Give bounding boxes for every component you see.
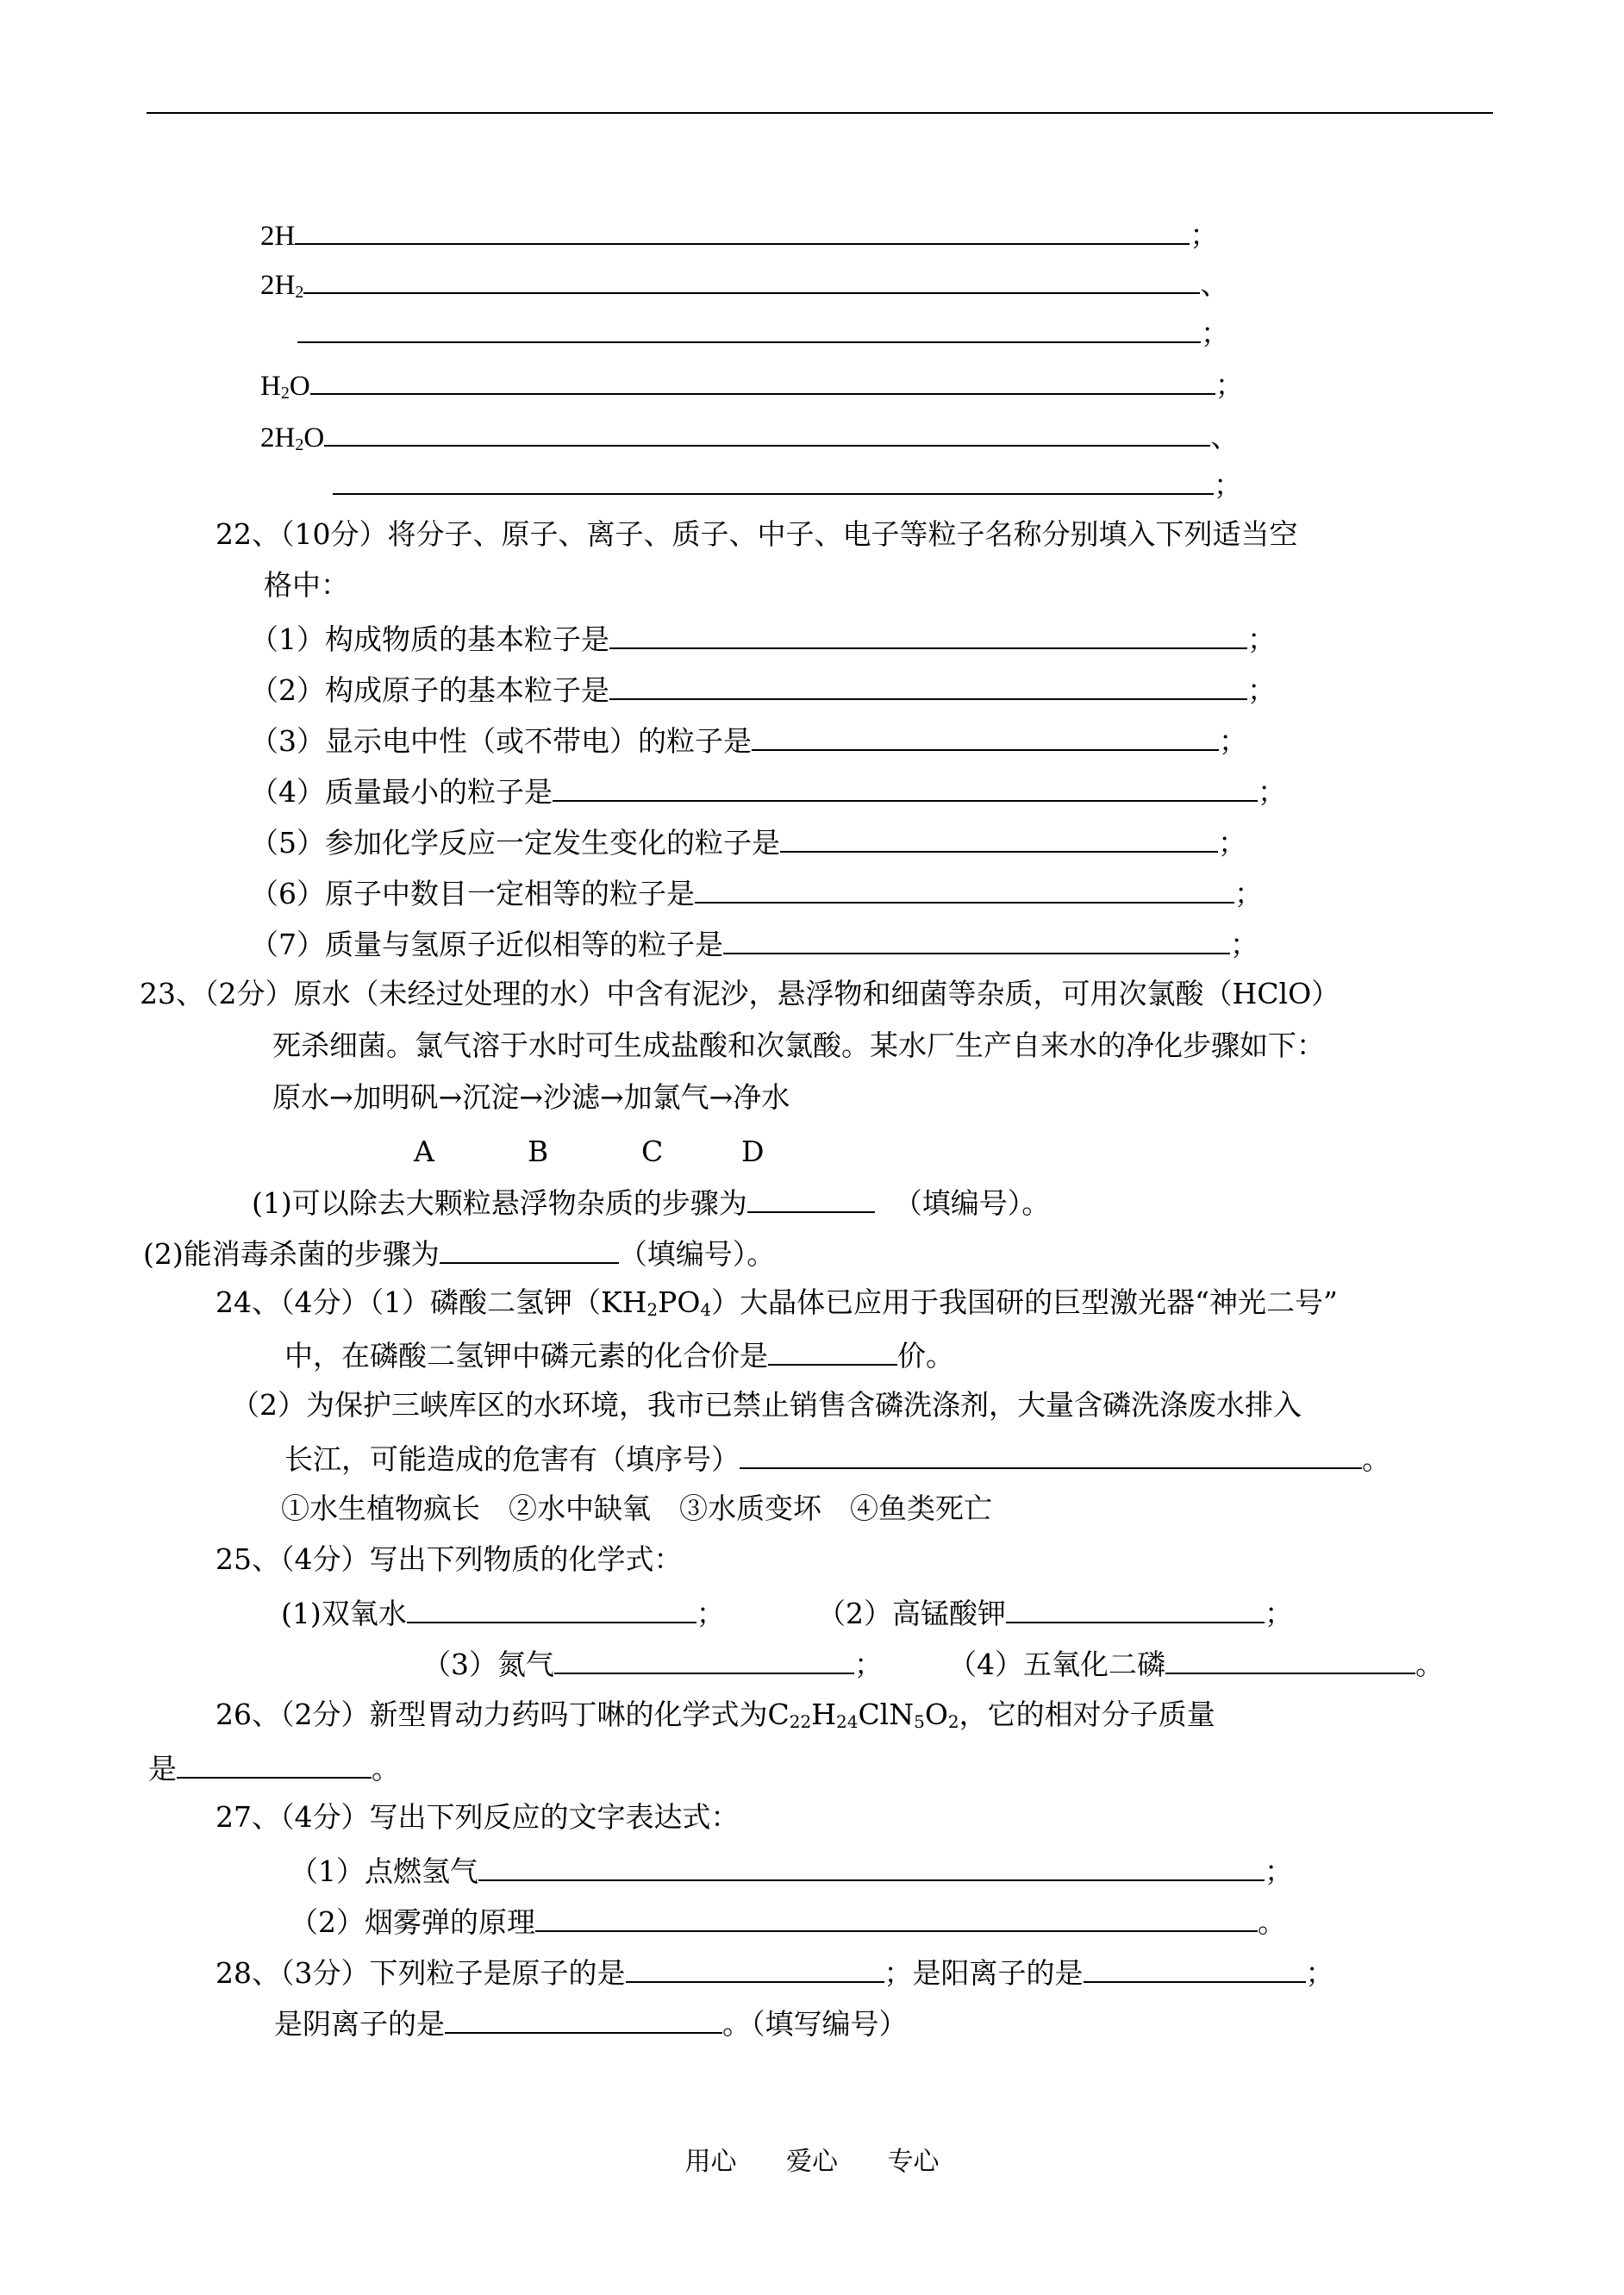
formula-2h: 2H bbox=[260, 221, 296, 252]
q24-title-b: PO bbox=[658, 1285, 701, 1319]
answer-blank[interactable] bbox=[295, 216, 1190, 245]
q28-line-2 bbox=[274, 2004, 908, 2039]
q21-line-2h2-cont bbox=[297, 314, 1229, 348]
q28-text-anion: 是阴离子的是 bbox=[274, 2007, 445, 2041]
punct: ； bbox=[1258, 775, 1286, 809]
q22-item-5 bbox=[250, 823, 1246, 858]
q23-label-d: D bbox=[741, 1135, 765, 1168]
q24-line-2-text: 中，在磷酸二氢钾中磷元素的化合价是 bbox=[284, 1339, 768, 1373]
punct: 、 bbox=[1200, 270, 1229, 301]
q26-line-2 bbox=[148, 1749, 400, 1784]
q23-sub-2-text: (2)能消毒杀菌的步骤为 bbox=[143, 1237, 440, 1271]
footer-text: 用心 bbox=[684, 2147, 737, 2177]
answer-blank[interactable] bbox=[333, 466, 1214, 495]
punct: ； bbox=[1215, 371, 1244, 402]
q23-line-2: 死杀细菌。氯气溶于水时可生成盐酸和次氯酸。某水厂生产自来水的净化步骤如下： bbox=[272, 1029, 1325, 1062]
footer-text: 爱心 bbox=[786, 2147, 838, 2177]
q26-formula-h: H bbox=[811, 1698, 836, 1731]
q25-title: 25、（4分）写出下列物质的化学式： bbox=[215, 1542, 683, 1576]
punct: ； bbox=[854, 1648, 883, 1681]
answer-blank[interactable] bbox=[626, 1954, 884, 1983]
answer-blank[interactable] bbox=[752, 722, 1219, 751]
q24-title-c: ）大晶体已应用于我国研的巨型激光器“神光二号” bbox=[711, 1285, 1338, 1319]
q25-item-4-text: （4）五氧化二磷 bbox=[948, 1648, 1165, 1681]
subscript: 2 bbox=[646, 1299, 659, 1320]
answer-blank[interactable] bbox=[297, 314, 1201, 343]
q23-label-b: B bbox=[528, 1135, 549, 1168]
q25-item-3-text: （3）氮气 bbox=[422, 1648, 554, 1681]
subscript: 5 bbox=[914, 1711, 925, 1732]
q22-item-3 bbox=[250, 722, 1247, 756]
subscript: 2 bbox=[280, 384, 290, 403]
footer-text: 专心 bbox=[887, 2147, 940, 2177]
q26-line-2-text: 是 bbox=[148, 1752, 177, 1785]
q26-title bbox=[215, 1698, 1215, 1732]
q22-item-6 bbox=[250, 874, 1263, 909]
q24-title bbox=[215, 1285, 1338, 1320]
q27-item-1-text: （1）点燃氢气 bbox=[290, 1854, 478, 1888]
q24-line-4 bbox=[284, 1440, 1390, 1474]
punct: ； bbox=[1214, 471, 1242, 502]
punct: ； bbox=[1190, 221, 1219, 252]
punct: 。 bbox=[1362, 1442, 1390, 1476]
formula-h2o-o: O bbox=[289, 371, 310, 402]
answer-blank[interactable] bbox=[554, 1645, 854, 1674]
punct: ； bbox=[1305, 1956, 1334, 1990]
q22-title: 22、（10分）将分子、原子、离子、质子、中子、电子等粒子名称分别填入下列适当空 bbox=[215, 517, 1298, 551]
q22-item-7 bbox=[250, 925, 1259, 960]
answer-blank[interactable] bbox=[303, 265, 1200, 294]
q26-text: 26、（2分）新型胃动力药吗丁啉的化学式为C bbox=[215, 1698, 790, 1731]
q23-label-a: A bbox=[414, 1135, 434, 1168]
punct: 。 bbox=[372, 1752, 400, 1785]
answer-blank[interactable] bbox=[478, 1852, 1265, 1881]
answer-blank[interactable] bbox=[740, 1440, 1362, 1469]
q23-sub-2-hint: （填编号）。 bbox=[618, 1237, 776, 1271]
q23-sub-1-hint: （填编号）。 bbox=[893, 1186, 1051, 1220]
answer-blank[interactable] bbox=[1084, 1954, 1306, 1983]
punct: 。 bbox=[1415, 1648, 1444, 1681]
q28-text-cation: ；是阳离子的是 bbox=[884, 1956, 1084, 1990]
q25-item-1-text: (1)双氧水 bbox=[281, 1597, 407, 1630]
answer-blank[interactable] bbox=[440, 1235, 619, 1264]
q25-item-4 bbox=[948, 1645, 1444, 1679]
punct: ； bbox=[1201, 319, 1229, 350]
q24-line-4-text: 长江，可能造成的危害有（填序号） bbox=[284, 1442, 740, 1476]
answer-blank[interactable] bbox=[177, 1749, 372, 1779]
q24-options: ①水生植物疯长 ②水中缺氧 ③水质变坏 ④鱼类死亡 bbox=[281, 1491, 992, 1525]
punct: ； bbox=[696, 1597, 725, 1630]
punct: ； bbox=[1230, 928, 1259, 961]
q21-line-h2o bbox=[260, 366, 1244, 403]
answer-blank[interactable] bbox=[407, 1594, 696, 1623]
q22-title-cont: 格中： bbox=[264, 568, 349, 602]
q23-sub-1 bbox=[252, 1184, 1050, 1218]
answer-blank[interactable] bbox=[780, 823, 1218, 853]
q21-line-2h bbox=[260, 216, 1218, 250]
answer-blank[interactable] bbox=[609, 671, 1247, 700]
answer-blank[interactable] bbox=[747, 1184, 875, 1213]
answer-blank[interactable] bbox=[609, 620, 1247, 649]
q27-title: 27、（4分）写出下列反应的文字表达式： bbox=[215, 1800, 740, 1834]
q25-item-1 bbox=[281, 1594, 725, 1629]
q22-item-1 bbox=[250, 620, 1276, 654]
q23-sub-2 bbox=[143, 1235, 775, 1269]
punct: ； bbox=[1218, 826, 1246, 860]
answer-blank[interactable] bbox=[723, 925, 1230, 954]
q23-sub-1-text: (1)可以除去大颗粒悬浮物杂质的步骤为 bbox=[252, 1186, 747, 1220]
answer-blank[interactable] bbox=[553, 772, 1258, 802]
formula-2h2o-o: O bbox=[303, 422, 325, 453]
formula-2h2: 2H bbox=[260, 270, 296, 301]
subscript: 24 bbox=[835, 1711, 859, 1732]
q23-process: 原水→加明矾→沉淀→沙滤→加氯气→净水 bbox=[272, 1080, 790, 1114]
punct: ； bbox=[1265, 1854, 1293, 1888]
q26-formula-o: O bbox=[924, 1698, 948, 1731]
subscript: 4 bbox=[700, 1299, 712, 1320]
answer-blank[interactable] bbox=[445, 2004, 722, 2034]
q21-line-2h2o-cont bbox=[333, 466, 1242, 500]
page-footer bbox=[0, 2147, 1624, 2178]
punct: ； bbox=[1234, 877, 1263, 910]
q22-item-text: （4）质量最小的粒子是 bbox=[250, 775, 553, 809]
q25-item-2 bbox=[817, 1594, 1293, 1629]
formula-h2o: H bbox=[260, 371, 281, 402]
q28-hint: 。（填写编号） bbox=[722, 2007, 908, 2041]
q22-item-text: （7）质量与氢原子近似相等的粒子是 bbox=[250, 928, 723, 961]
q23-label-c: C bbox=[641, 1135, 664, 1168]
punct: 。 bbox=[1258, 1905, 1286, 1939]
q27-item-2-text: （2）烟雾弹的原理 bbox=[290, 1905, 535, 1939]
answer-blank[interactable] bbox=[695, 874, 1234, 904]
answer-blank[interactable] bbox=[768, 1336, 897, 1366]
q24-line-2 bbox=[284, 1336, 954, 1371]
answer-blank[interactable] bbox=[310, 366, 1215, 395]
q28-text-atom: 28、（3分）下列粒子是原子的是 bbox=[215, 1956, 626, 1990]
q27-item-2 bbox=[290, 1903, 1286, 1937]
formula-2h2o: 2H bbox=[260, 422, 296, 453]
answer-blank[interactable] bbox=[1165, 1645, 1415, 1674]
subscript: 22 bbox=[789, 1711, 812, 1732]
answer-blank[interactable] bbox=[1006, 1594, 1265, 1623]
q21-line-2h2o bbox=[260, 417, 1239, 452]
subscript: 2 bbox=[947, 1711, 959, 1732]
q24-line-3: （2）为保护三峡库区的水环境，我市已禁止销售含磷洗涤剂，大量含磷洗涤废水排入 bbox=[231, 1388, 1302, 1422]
q22-item-2 bbox=[250, 671, 1276, 705]
q23-title: 23、（2分）原水（未经过处理的水）中含有泥沙，悬浮物和细菌等杂质，可用次氯酸（HClO） bbox=[140, 977, 1340, 1010]
q26-text-end: ，它的相对分子质量 bbox=[959, 1698, 1215, 1731]
q27-item-1 bbox=[290, 1852, 1293, 1886]
q24-line-2-unit: 价。 bbox=[897, 1339, 954, 1373]
q26-formula-cln: ClN bbox=[858, 1698, 915, 1731]
punct: ； bbox=[1247, 622, 1276, 656]
q22-item-text: （2）构成原子的基本粒子是 bbox=[250, 673, 609, 707]
answer-blank[interactable] bbox=[324, 417, 1210, 447]
header-rule bbox=[147, 112, 1493, 114]
q22-item-text: （3）显示电中性（或不带电）的粒子是 bbox=[250, 724, 752, 758]
q22-item-text: （1）构成物质的基本粒子是 bbox=[250, 622, 609, 656]
q24-title-a: 24、（4分）（1）磷酸二氢钾（KH bbox=[215, 1285, 647, 1319]
punct: ； bbox=[1247, 673, 1276, 707]
q22-item-text: （5）参加化学反应一定发生变化的粒子是 bbox=[250, 826, 780, 860]
punct: ； bbox=[1219, 724, 1247, 758]
subscript: 2 bbox=[295, 283, 304, 302]
subscript: 2 bbox=[295, 435, 304, 454]
q28-title bbox=[215, 1954, 1334, 1988]
q21-line-2h2 bbox=[260, 265, 1229, 302]
q22-item-text: （6）原子中数目一定相等的粒子是 bbox=[250, 877, 695, 910]
punct: 、 bbox=[1210, 422, 1240, 453]
q25-item-2-text: （2）高锰酸钾 bbox=[817, 1597, 1006, 1630]
q22-item-4 bbox=[250, 772, 1286, 807]
q25-item-3 bbox=[422, 1645, 883, 1679]
answer-blank[interactable] bbox=[535, 1903, 1258, 1932]
punct: ； bbox=[1265, 1597, 1293, 1630]
